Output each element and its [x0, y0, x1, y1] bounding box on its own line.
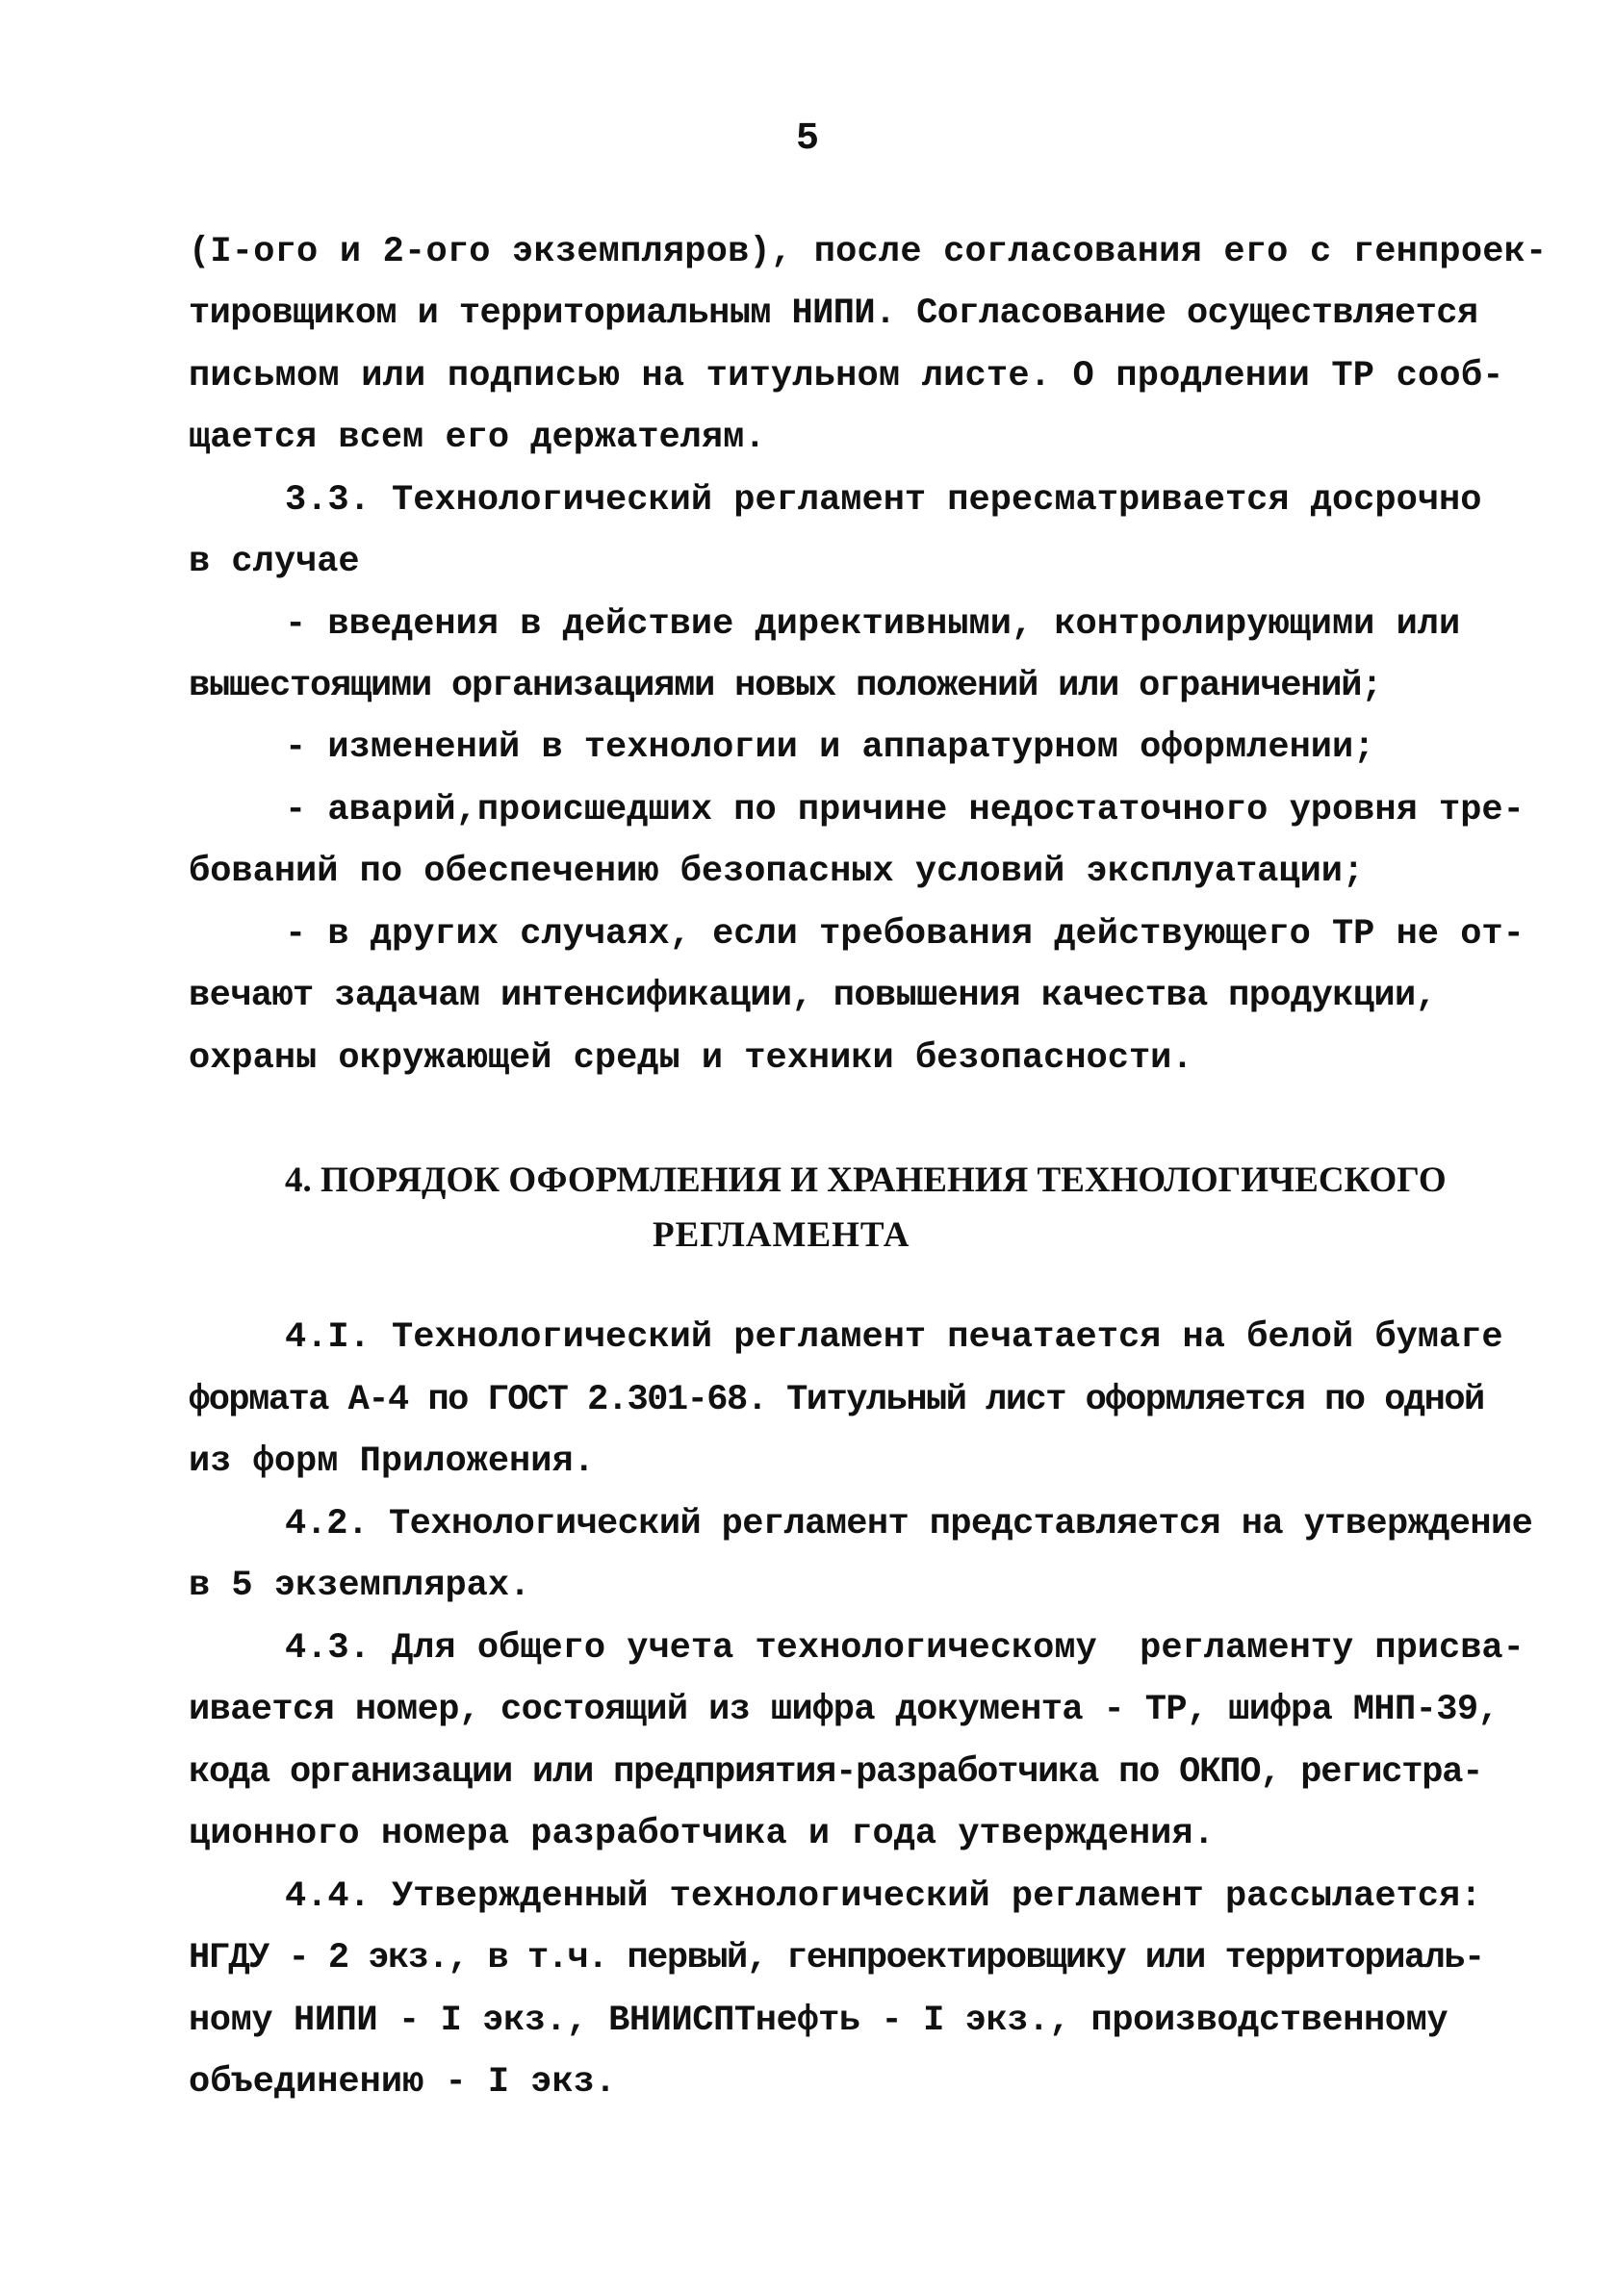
clause-4-4-line: НГДУ - 2 экз., в т.ч. первый, генпроектировщику или территориаль-	[189, 1938, 1484, 1978]
clause-4-3-line: ивается номер, состоящий из шифра документа - ТР, шифра МНП-39,	[189, 1690, 1500, 1730]
clause-3-3-line: охраны окружающей среды и техники безопасности.	[189, 1038, 1193, 1079]
section-4-heading-line2: РЕГЛАМЕНТА	[653, 1215, 910, 1255]
clause-3-3-line: - введения в действие директивными, контролирующими или	[285, 604, 1461, 645]
clause-4-3-line: ционного номера разработчика и года утверждения.	[189, 1814, 1215, 1854]
clause-4-4-line: ному НИПИ - I экз., ВНИИСПТнефть - I экз., производственному	[189, 2001, 1448, 2041]
clause-4-4-line: объединению - I экз.	[189, 2062, 617, 2103]
clause-4-1-line: из форм Приложения.	[189, 1441, 595, 1482]
clause-4-3-line: 4.3. Для общего учета технологическому регламенту присва-	[285, 1628, 1525, 1669]
clause-3-3-line: вечают задачам интенсификации, повышения качества продукции,	[189, 976, 1437, 1016]
clause-4-1-line: 4.I. Технологический регламент печатается на белой бумаге	[285, 1317, 1503, 1358]
section-4-heading-line1: 4. ПОРЯДОК ОФОРМЛЕНИЯ И ХРАНЕНИЯ ТЕХНОЛОГИЧЕСКОГО	[285, 1161, 1447, 1200]
clause-4-4-line: 4.4. Утвержденный технологический регламент рассылается:	[285, 1876, 1482, 1917]
clause-3-3-line: 3.3. Технологический регламент пересматривается досрочно	[285, 480, 1482, 521]
clause-3-3-line: - в других случаях, если требования действующего ТР не от-	[285, 914, 1525, 955]
clause-3-3-line: - изменений в технологии и аппаратурном оформлении;	[285, 727, 1375, 768]
clause-4-3-line: кода организации или предприятия-разработчика по ОКПО, регистра-	[189, 1752, 1483, 1793]
page-number: 5	[795, 117, 819, 161]
clause-4-2-line: 4.2. Технологический регламент представляется на утверждение	[285, 1504, 1533, 1544]
text-line: щается всем его держателям.	[189, 418, 766, 458]
clause-3-3-line: вышестоящими организациями новых положений или ограничений;	[189, 666, 1382, 706]
clause-4-1-line: формата А-4 по ГОСТ 2.301-68. Титульный лист оформляется по одной	[189, 1380, 1484, 1420]
clause-3-3-line: бований по обеспечению безопасных условий эксплуатации;	[189, 852, 1365, 892]
clause-3-3-line: - аварий,происшедших по причине недостаточного уровня тре-	[285, 790, 1525, 830]
clause-3-3-line: в случае	[189, 542, 360, 582]
text-line: письмом или подписью на титульном листе. О продлении ТР сооб-	[189, 356, 1504, 396]
text-line: тировщиком и территориальным НИПИ. Согласование осуществляется	[189, 293, 1478, 334]
text-line: (I-ого и 2-ого экземпляров), после согласования его с генпроек-	[189, 232, 1548, 272]
clause-4-2-line: в 5 экземплярах.	[189, 1566, 531, 1606]
